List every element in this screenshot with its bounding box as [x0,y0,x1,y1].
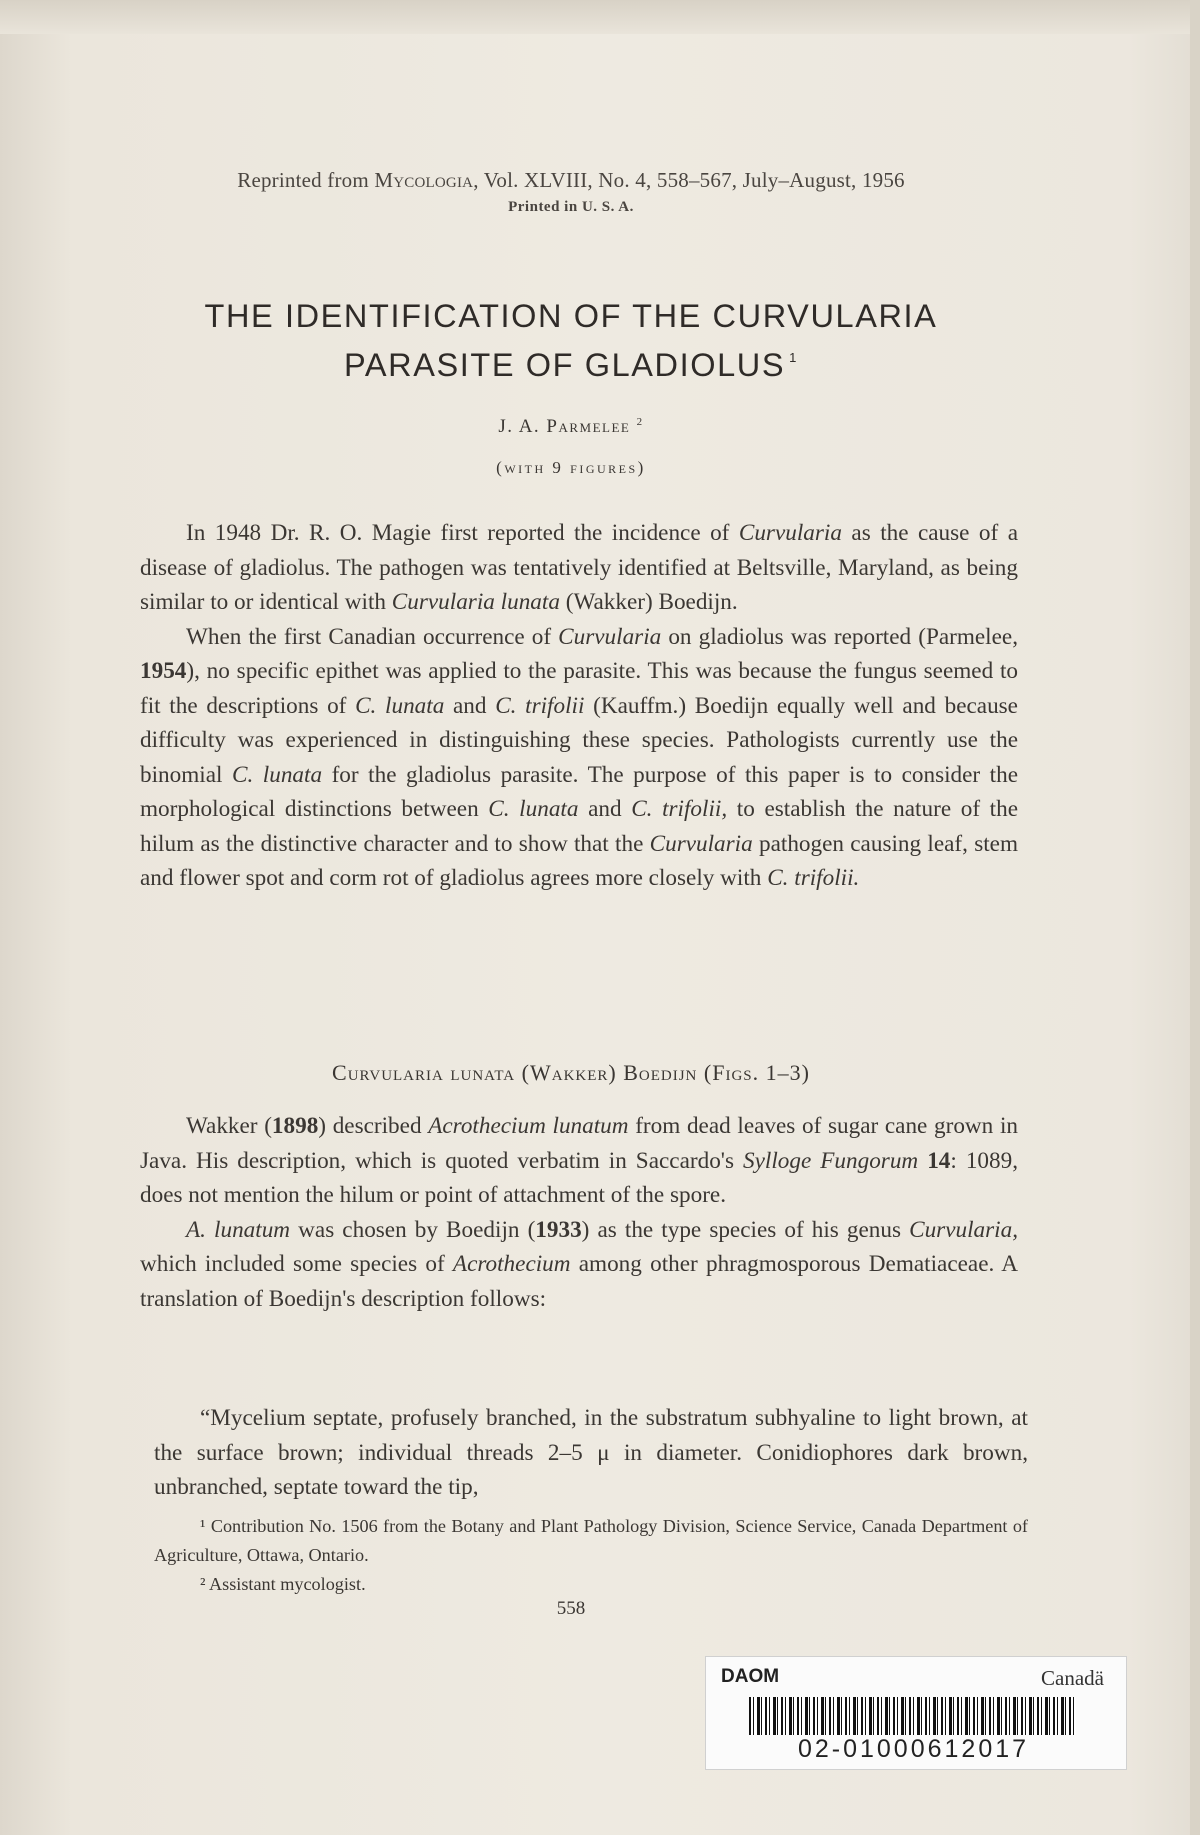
specimen-barcode-label [705,1656,1127,1770]
barcode-number: 02-01000612017 [797,1735,1030,1763]
paragraph-3: Wakker (1898) described Acrothecium lunatum from dead leaves of sugar cane grown in Java. His description, which is quoted verbatim in Saccardo's Sylloge Fungorum 14: 1089, does not mention the hilum or point of attachment of the spore. [140,1113,1018,1208]
title-line-2: PARASITE OF GLADIOLUS $^1$ [344,347,798,383]
reprint-line: Reprinted from Mycologia, Vol. XLVIII, No. 4, 558–567, July–August, 1956 [237,168,905,192]
section-paragraphs [140,1109,1018,1316]
scan-top-edge [0,0,1200,34]
paper-title [0,296,1142,386]
paragraph-2: When the first Canadian occurrence of Curvularia on gladiolus was reported (Parmelee, 1954), no specific epithet was applied to the parasite. This was because the fungus seemed to fit the descriptions of C. lunata and C. trifolii (Kauffm.) Boedijn equally well and because difficulty was experienced in distinguishing these species. Pathologists currently use the binomial C. lunata for the gladiolus parasite. The purpose of this paper is to consider the morphological distinctions between C. lunata and C. trifolii, to establish the nature of the hilum as the distinctive character and to show that the Curvularia pathogen causing leaf, stem and flower spot and corm rot of gladiolus agrees more closely with C. trifolii. [140,623,1019,891]
paragraph-4: A. lunatum was chosen by Boedijn (1933) as the type species of his genus Curvularia, which included some species of Acrothecium among other phragmosporous Dematiaceae. A translation of Boedijn's description follows: [140,1216,1018,1312]
author-line: J. A. Parmelee $^2$ [498,416,644,437]
barcode-icon [749,1697,1076,1735]
footnotes [154,1512,1028,1599]
scan-right-edge [1190,0,1200,1835]
herbarium-code: DAOM [721,1666,780,1687]
intro-paragraphs [140,516,1018,896]
paragraph-1: In 1948 Dr. R. O. Magie first reported the incidence of Curvularia as the cause of a disease of gladiolus. The pathogen was tentatively identified at Beltsville, Maryland, as being similar to or identical with Curvularia lunata (Wakker) Boedijn. [140,520,1019,615]
figures-note: (with 9 figures) [496,458,646,477]
printed-in-line: Printed in U. S. A. [508,199,634,215]
page-number: 558 [556,1598,586,1619]
canada-wordmark: Canadä [1041,1666,1104,1690]
footnote-2: ² Assistant mycologist. [200,1574,366,1594]
section-heading: Curvularia lunata (Wakker) Boedijn (Figs. 1–3) [332,1060,810,1085]
quoted-description: “Mycelium septate, profusely branched, in the substratum subhyaline to light brown, at the surface brown; individual threads 2–5 μ in diameter. Conidiophores dark brown, unbranched, septate toward the tip, [154,1405,1028,1500]
journal-name: Mycologia [374,168,474,192]
title-line-1: THE IDENTIFICATION OF THE CURVULARIA [204,298,938,334]
footnote-1: ¹ Contribution No. 1506 from the Botany and Plant Pathology Division, Science Service, Canada Department of Agriculture, Ottawa, Ontario. [154,1516,1028,1565]
author-footnote-mark: 2 [636,416,644,428]
title-footnote-mark: 1 [789,350,798,365]
